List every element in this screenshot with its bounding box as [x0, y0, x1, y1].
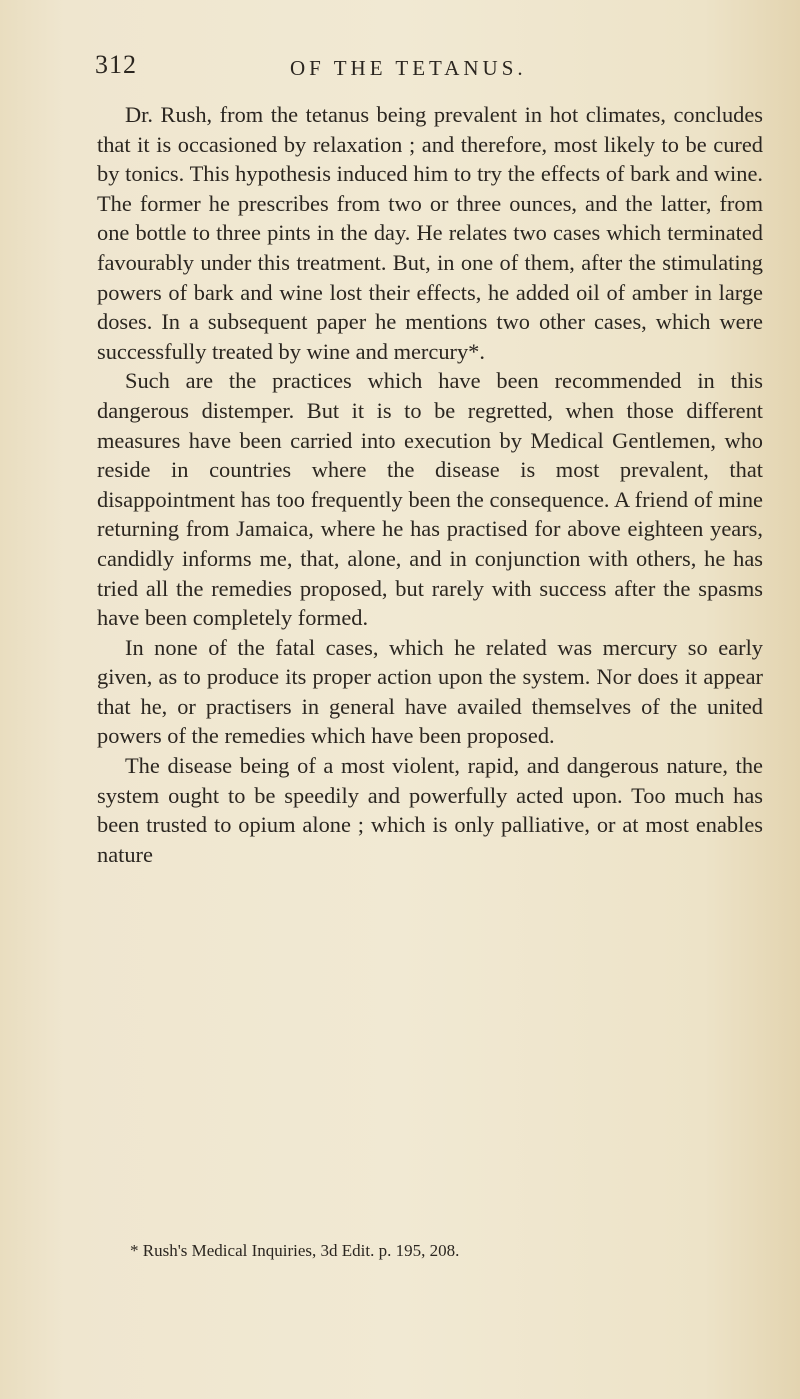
paragraph: The disease being of a most violent, rapid, and dangerous nature, the system ought to be speedily and powerfully acted upon. Too much has been trusted to opium alone ; which is only palliative, or at most enables nature — [97, 753, 763, 867]
paragraph: Dr. Rush, from the tetanus being prevalent in hot climates, concludes that it is occasioned by relaxation ; and therefore, most likely to be cured by tonics. This hypothesis induced him to try the effects of bark and wine. The former he prescribes from two or three ounces, and the latter, from one bottle to three pints in the day. He relates two cases which terminated favourably under this treatment. But, in one of them, after the stimulating powers of bark and wine lost their effects, he added oil of amber in large doses. In a subsequent paper he mentions two other cases, which were successfully treated by wine and mercury*. — [97, 102, 763, 364]
footnote: * Rush's Medical Inquiries, 3d Edit. p. 195, 208. — [130, 1241, 460, 1260]
body-text — [97, 100, 763, 869]
page-number: 312 — [95, 50, 137, 79]
paragraph: Such are the practices which have been recommended in this dangerous distemper. But it is to be regretted, when those different measures have been carried into execution by Medical Gentlemen, who reside in countries where the disease is most prevalent, that disappointment has too frequently been the consequence. A friend of mine returning from Jamaica, where he has practised for above eighteen years, candidly informs me, that, alone, and in conjunction with others, he has tried all the remedies proposed, but rarely with success after the spasms have been completely formed. — [97, 368, 763, 631]
running-head: OF THE TETANUS. — [290, 56, 527, 80]
page-header — [95, 50, 715, 90]
paragraph: In none of the fatal cases, which he related was mercury so early given, as to produce its proper action upon the system. Nor does it appear that he, or practisers in general have availed themselves of the united powers of the remedies which have been proposed. — [97, 634, 763, 749]
